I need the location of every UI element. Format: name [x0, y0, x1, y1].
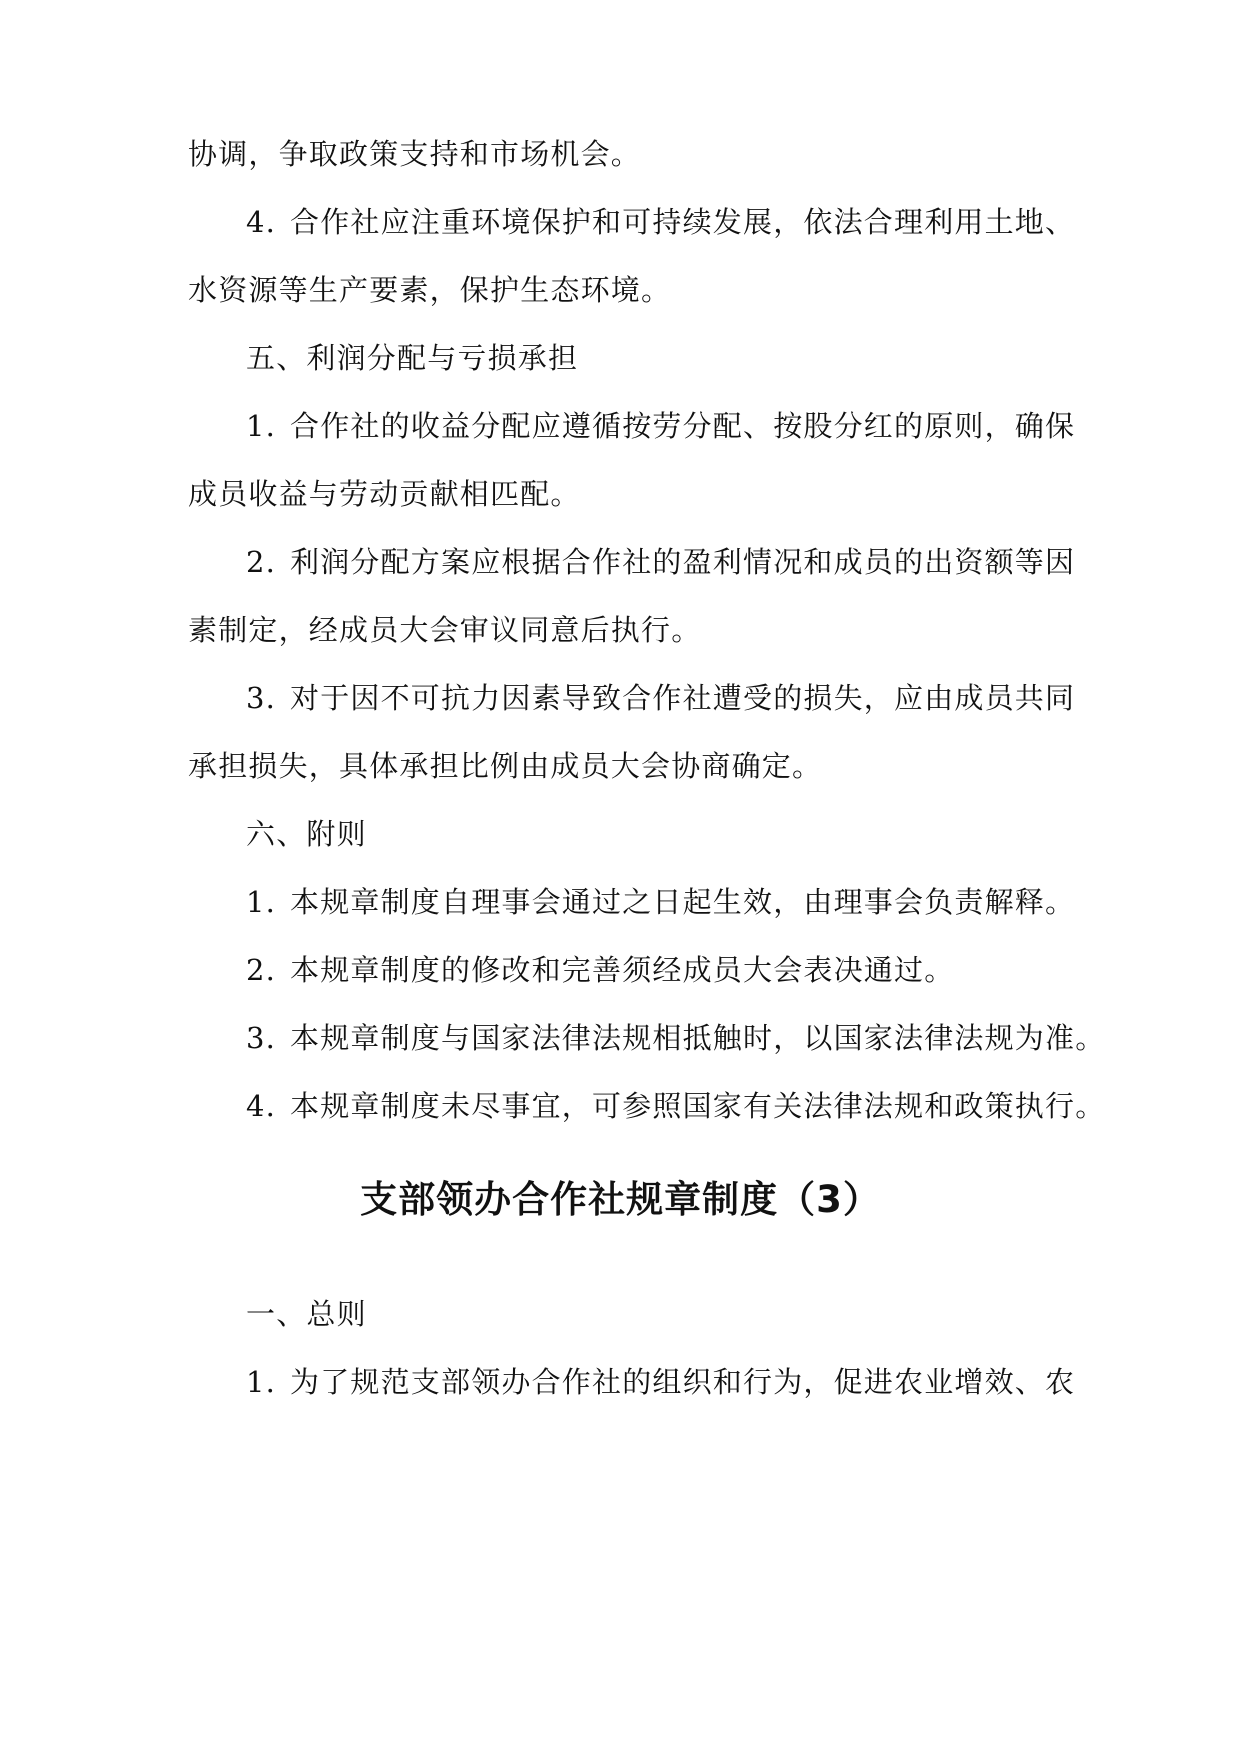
paragraph-line: 协调，争取政策支持和市场机会。	[188, 137, 642, 171]
paragraph-line: 水资源等生产要素，保护生态环境。	[188, 273, 672, 307]
list-item-line: 1. 本规章制度自理事会通过之日起生效，由理事会负责解释。	[246, 882, 1068, 922]
section-heading: 一、总则	[246, 1297, 367, 1331]
list-item-line: 3. 对于因不可抗力因素导致合作社遭受的损失，应由成员共同	[246, 678, 1068, 718]
list-item-line: 1. 为了规范支部领办合作社的组织和行为，促进农业增效、农	[246, 1362, 1068, 1402]
paragraph-line: 成员收益与劳动贡献相匹配。	[188, 477, 581, 511]
list-number: 2.	[246, 545, 277, 579]
list-number: 3.	[246, 681, 277, 715]
list-item-line: 2. 本规章制度的修改和完善须经成员大会表决通过。	[246, 950, 1068, 990]
list-number: 1.	[246, 1365, 277, 1399]
paragraph-line: 承担损失，具体承担比例由成员大会协商确定。	[188, 749, 823, 783]
document-title: 支部领办合作社规章制度（3）	[360, 1178, 881, 1221]
paragraph-line: 素制定，经成员大会审议同意后执行。	[188, 613, 702, 647]
list-number: 1.	[246, 885, 277, 919]
list-number: 4.	[246, 205, 277, 239]
list-item-line: 2. 利润分配方案应根据合作社的盈利情况和成员的出资额等因	[246, 542, 1068, 582]
list-item-line: 1. 合作社的收益分配应遵循按劳分配、按股分红的原则，确保	[246, 406, 1068, 446]
list-item-line: 3. 本规章制度与国家法律法规相抵触时，以国家法律法规为准。	[246, 1018, 1068, 1058]
section-heading: 六、附则	[246, 817, 367, 851]
list-number: 1.	[246, 409, 277, 443]
list-item-line: 4. 本规章制度未尽事宜，可参照国家有关法律法规和政策执行。	[246, 1086, 1068, 1126]
list-number: 2.	[246, 953, 277, 987]
list-number: 3.	[246, 1021, 277, 1055]
section-heading: 五、利润分配与亏损承担	[246, 341, 579, 375]
list-number: 4.	[246, 1089, 277, 1123]
list-item-line: 4. 合作社应注重环境保护和可持续发展，依法合理利用土地、	[246, 202, 1068, 242]
